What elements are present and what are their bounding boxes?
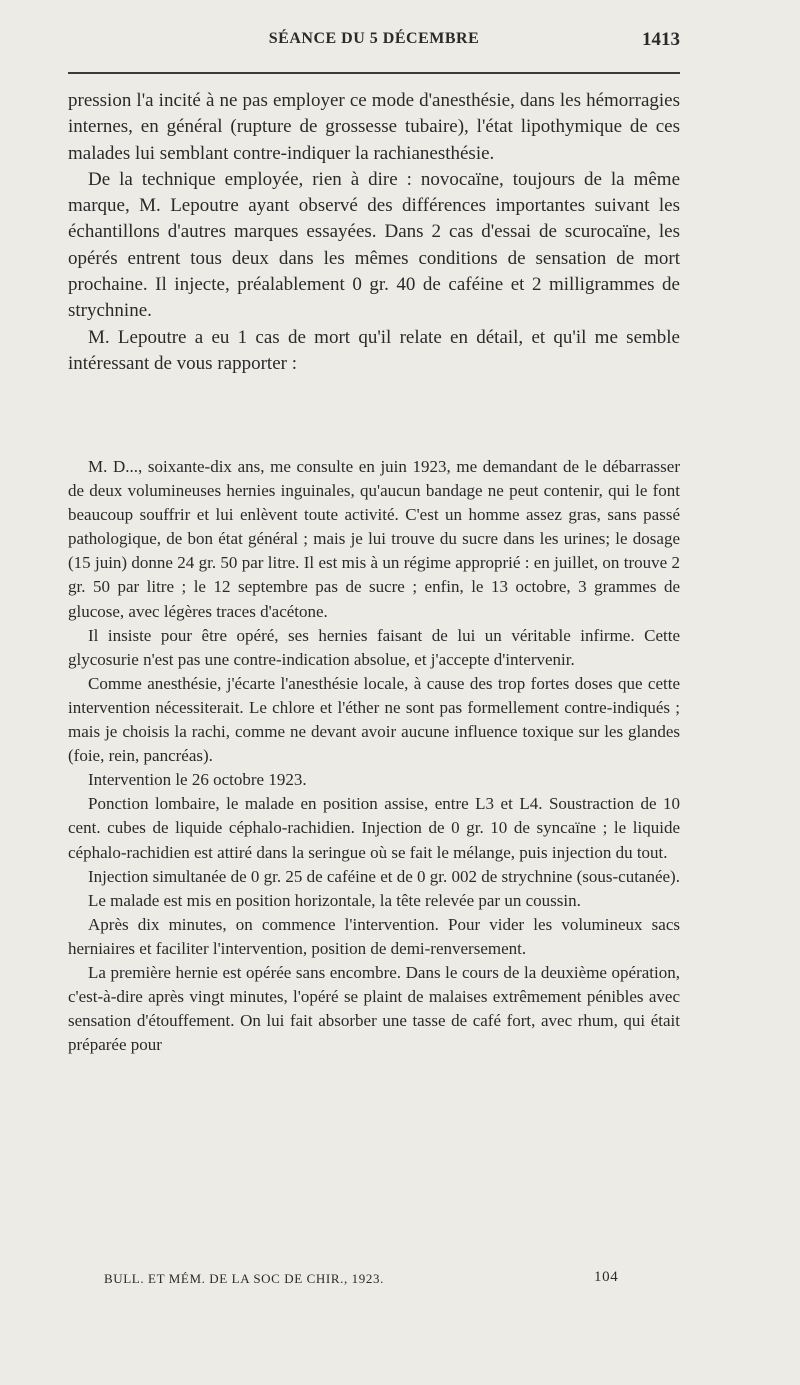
body-paragraph: M. Lepoutre a eu 1 cas de mort qu'il relate en détail, et qu'il me semble intéressant de vous rapporter : — [68, 326, 680, 374]
journal-reference: BULL. ET MÉM. DE LA SOC DE CHIR., 1923. — [104, 1271, 384, 1286]
report-paragraph: Il insiste pour être opéré, ses hernies faisant de lui un véritable infirme. Cette glycosurie n'est pas une contre-indication absolue, et j'accepte d'intervenir. — [68, 625, 680, 669]
report-paragraph: Injection simultanée de 0 gr. 25 de caféine et de 0 gr. 002 de strychnine (sous-cutanée). — [88, 866, 680, 886]
report-paragraph: Ponction lombaire, le malade en position assise, entre L3 et L4. Soustraction de 10 cent. cubes de liquide céphalo-rachidien. Injection de 0 gr. 10 de syncaïne ; le liquide céphalo-rachidien est attiré dans la seringue où se fait le mélange, puis injection du tout. — [68, 794, 680, 862]
page-number: 1413 — [642, 29, 680, 50]
body-text — [68, 88, 680, 377]
page-footer — [68, 1269, 680, 1291]
report-paragraph: Intervention le 26 octobre 1923. — [88, 770, 307, 790]
report-paragraph: La première hernie est opérée sans encombre. Dans le cours de la deuxième opération, c'est-à-dire après vingt minutes, l'opéré se plaint de malaises extrêmement pénibles avec sensation d'étouffement. On lui fait absorber une tasse de café fort, avec rhum, qui était préparée pour — [68, 962, 680, 1055]
signature-mark: 104 — [594, 1269, 619, 1285]
report-paragraph: Après dix minutes, on commence l'intervention. Pour vider les volumineux sacs herniaires et faciliter l'intervention, position de demi-renversement. — [68, 914, 680, 958]
body-paragraph: De la technique employée, rien à dire : novocaïne, toujours de la même marque, M. Lepoutre ayant observé des différences importantes suivant les échantillons d'autres marques essayées. Dans 2 cas d'essai de scurocaïne, les opérés entrent tous deux dans les mêmes conditions de sensation de mort prochaine. Il injecte, préalablement 0 gr. 40 de caféine et 2 milligrammes de strychnine. — [68, 168, 680, 322]
report-paragraph: Comme anesthésie, j'écarte l'anesthésie locale, à cause des trop fortes doses que cette intervention nécessiterait. Le chlore et l'éther ne sont pas formellement contre-indiqués ; mais je choisis la rachi, comme ne devant avoir aucune influence toxique sur les glandes (foie, rein, pancréas). — [68, 673, 680, 766]
report-paragraph: M. D..., soixante-dix ans, me consulte en juin 1923, me demandant de le débarrasser de deux volumineuses hernies inguinales, qu'aucun bandage ne peut contenir, qui le font beaucoup souffrir et lui enlèvent toute activité. C'est un homme assez gras, sans passé pathologique, de bon état général ; mais je lui trouve du sucre dans les urines; le dosage (15 juin) donne 24 gr. 50 par litre. Il est mis à un régime approprié : en juillet, on trouve 2 gr. 50 par litre ; le 12 septembre pas de sucre ; enfin, le 13 octobre, 3 grammes de glucose, avec légères traces d'acétone. — [68, 457, 680, 621]
report-paragraph: Le malade est mis en position horizontale, la tête relevée par un coussin. — [88, 890, 581, 910]
running-title: SÉANCE DU 5 DÉCEMBRE — [268, 30, 480, 47]
header-rule — [68, 72, 680, 74]
case-report — [68, 455, 680, 1057]
body-paragraph: pression l'a incité à ne pas employer ce mode d'anesthésie, dans les hémorragies internes, en général (rupture de grossesse tubaire), l'état lipothymique de ces malades lui semblant contre-indiquer la rachianesthésie. — [68, 90, 680, 164]
page-header — [68, 30, 680, 56]
